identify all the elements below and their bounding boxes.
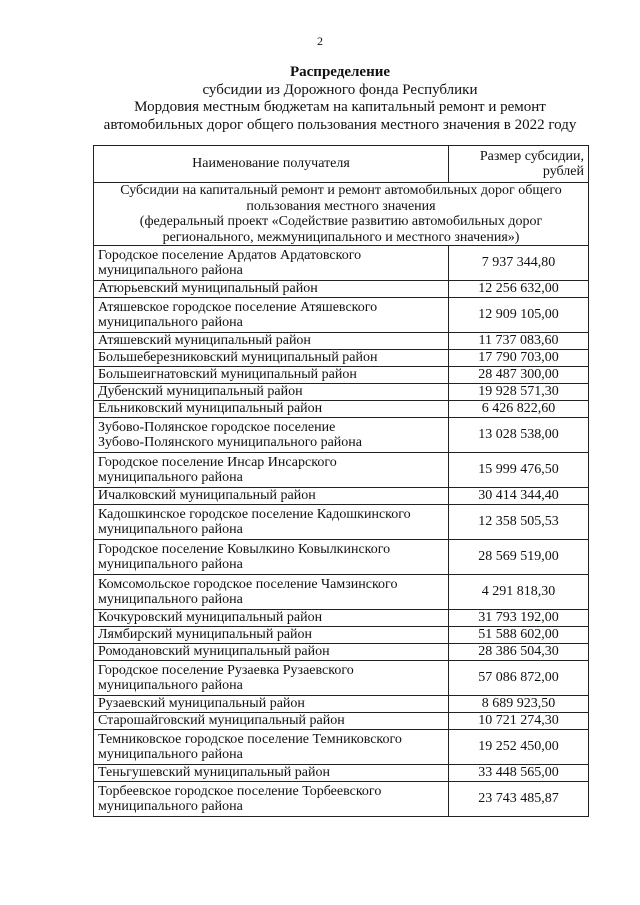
page-number: 2 — [317, 34, 323, 48]
recipient-name — [94, 540, 449, 575]
recipient-name — [94, 505, 449, 540]
section-line-3: (федеральный проект «Содействие развитию автомобильных дорог — [139, 214, 543, 229]
recipient-name — [94, 367, 449, 384]
table-row — [94, 488, 589, 505]
table-row — [94, 627, 589, 644]
recipient-name-line-1: Зубово-Полянское городское поселение — [98, 419, 336, 435]
table-row — [94, 661, 589, 696]
table-row — [94, 281, 589, 298]
table-row — [94, 350, 589, 367]
recipient-name-line-1: Городское поселение Инсар Инсарского — [98, 454, 337, 470]
recipient-name — [94, 384, 449, 401]
subsidy-amount: 4 291 818,30 — [449, 575, 589, 610]
header-amount-line-2: рублей — [542, 164, 584, 179]
recipient-name — [94, 350, 449, 367]
title-line-4: автомобильных дорог общего пользования местного значения в 2022 году — [103, 116, 577, 133]
table-row — [94, 644, 589, 661]
title-main: Распределение — [289, 64, 391, 80]
subsidy-amount: 12 358 505,53 — [449, 505, 589, 540]
subsidy-amount: 19 928 571,30 — [449, 384, 589, 401]
recipient-name-line-1: Дубенский муниципальный район — [98, 384, 303, 400]
section-line-2: пользования местного значения — [246, 198, 436, 214]
recipient-name — [94, 627, 449, 644]
subsidy-amount: 31 793 192,00 — [449, 610, 589, 627]
recipient-name-line-2: муниципального района — [98, 592, 243, 607]
subsidy-amount: 28 569 519,00 — [449, 540, 589, 575]
recipient-name-line-1: Городское поселение Ковылкино Ковылкинского — [98, 541, 391, 557]
section-line-4: регионального, межмуниципального и местного значения») — [162, 229, 520, 245]
recipient-name-line-1: Ичалковский муниципальный район — [98, 488, 316, 504]
recipient-name-line-1: Кадошкинское городское поселение Кадошкинского — [98, 506, 411, 522]
subsidy-amount: 13 028 538,00 — [449, 418, 589, 453]
recipient-name-line-2: муниципального района — [98, 799, 243, 814]
recipient-name-line-1: Большеберезниковский муниципальный район — [98, 350, 378, 366]
recipient-name-line-1: Городское поселение Ардатов Ардатовского — [98, 247, 362, 263]
subsidy-amount: 12 909 105,00 — [449, 298, 589, 333]
recipient-name — [94, 453, 449, 488]
table-row — [94, 540, 589, 575]
table-row — [94, 418, 589, 453]
subsidy-amount: 6 426 822,60 — [449, 401, 589, 418]
recipient-name-line-1: Ельниковский муниципальный район — [98, 401, 323, 417]
recipient-name-line-2: муниципального района — [98, 678, 243, 693]
recipient-name-line-1: Атяшевский муниципальный район — [98, 333, 311, 349]
recipient-name — [94, 696, 449, 713]
section-row — [94, 183, 589, 246]
recipient-name — [94, 575, 449, 610]
recipient-name — [94, 730, 449, 765]
subsidy-amount: 8 689 923,50 — [449, 696, 589, 713]
table-row — [94, 246, 589, 281]
recipient-name-line-1: Лямбирский муниципальный район — [98, 627, 313, 643]
section-line-1: Субсидии на капитальный ремонт и ремонт автомобильных дорог общего — [120, 183, 562, 198]
title-line-2: субсидии из Дорожного фонда Республики — [202, 81, 478, 98]
subsidy-amount: 15 999 476,50 — [449, 453, 589, 488]
table-row — [94, 730, 589, 765]
recipient-name-line-2: муниципального района — [98, 315, 243, 330]
subsidy-amount: 28 386 504,30 — [449, 644, 589, 661]
recipient-name — [94, 644, 449, 661]
recipient-name — [94, 765, 449, 782]
recipient-name — [94, 333, 449, 350]
table-row — [94, 696, 589, 713]
recipient-name-line-2: Зубово-Полянского муниципального района — [98, 435, 362, 450]
header-amount — [449, 146, 589, 183]
recipient-name-line-2: муниципального района — [98, 522, 243, 537]
table-row — [94, 575, 589, 610]
recipient-name-line-2: муниципального района — [98, 470, 243, 485]
recipient-name-line-1: Ромодановский муниципальный район — [98, 644, 330, 660]
recipient-name-line-1: Теньгушевский муниципальный район — [98, 765, 330, 781]
recipient-name-line-1: Торбеевское городское поселение Торбеевского — [98, 783, 382, 799]
table-row — [94, 384, 589, 401]
recipient-name-line-1: Рузаевский муниципальный район — [98, 696, 305, 712]
recipient-name — [94, 713, 449, 730]
subsidy-amount: 57 086 872,00 — [449, 661, 589, 696]
subsidy-amount: 11 737 083,60 — [449, 333, 589, 350]
subsidy-amount: 19 252 450,00 — [449, 730, 589, 765]
recipient-name — [94, 418, 449, 453]
subsidy-amount: 30 414 344,40 — [449, 488, 589, 505]
document-title — [60, 64, 620, 134]
subsidy-amount: 51 588 602,00 — [449, 627, 589, 644]
recipient-name — [94, 610, 449, 627]
subsidy-table — [93, 145, 589, 817]
section-heading — [94, 183, 589, 246]
title-line-3: Мордовия местным бюджетам на капитальный ремонт и ремонт — [134, 99, 546, 115]
recipient-name — [94, 281, 449, 298]
recipient-name-line-1: Большеигнатовский муниципальный район — [98, 367, 357, 383]
recipient-name-line-1: Старошайговский муниципальный район — [98, 713, 345, 729]
recipient-name-line-1: Кочкуровский муниципальный район — [98, 610, 323, 626]
table-row — [94, 453, 589, 488]
table-row — [94, 505, 589, 540]
recipient-name — [94, 488, 449, 505]
table-row — [94, 298, 589, 333]
recipient-name-line-1: Атюрьевский муниципальный район — [98, 281, 318, 297]
table-row — [94, 782, 589, 817]
recipient-name — [94, 661, 449, 696]
table-row — [94, 367, 589, 384]
recipient-name-line-1: Атяшевское городское поселение Атяшевского — [98, 299, 378, 315]
table-row — [94, 333, 589, 350]
subsidy-amount: 17 790 703,00 — [449, 350, 589, 367]
recipient-name-line-2: муниципального района — [98, 747, 243, 762]
subsidy-amount: 33 448 565,00 — [449, 765, 589, 782]
subsidy-amount: 12 256 632,00 — [449, 281, 589, 298]
subsidy-amount: 10 721 274,30 — [449, 713, 589, 730]
table-row — [94, 401, 589, 418]
recipient-name — [94, 246, 449, 281]
subsidy-amount: 23 743 485,87 — [449, 782, 589, 817]
table-row — [94, 610, 589, 627]
recipient-name — [94, 298, 449, 333]
recipient-name-line-2: муниципального района — [98, 263, 243, 278]
header-recipient: Наименование получателя — [94, 146, 449, 183]
table-row — [94, 765, 589, 782]
recipient-name — [94, 782, 449, 817]
header-amount-line-1: Размер субсидии, — [479, 148, 584, 164]
recipient-name-line-2: муниципального района — [98, 557, 243, 572]
table-row — [94, 713, 589, 730]
subsidy-amount: 28 487 300,00 — [449, 367, 589, 384]
recipient-name-line-1: Городское поселение Рузаевка Рузаевского — [98, 662, 354, 678]
table-header-row — [94, 146, 589, 183]
recipient-name-line-1: Комсомольское городское поселение Чамзинского — [98, 576, 398, 592]
recipient-name-line-1: Темниковское городское поселение Темниковского — [98, 731, 402, 747]
recipient-name — [94, 401, 449, 418]
subsidy-amount: 7 937 344,80 — [449, 246, 589, 281]
